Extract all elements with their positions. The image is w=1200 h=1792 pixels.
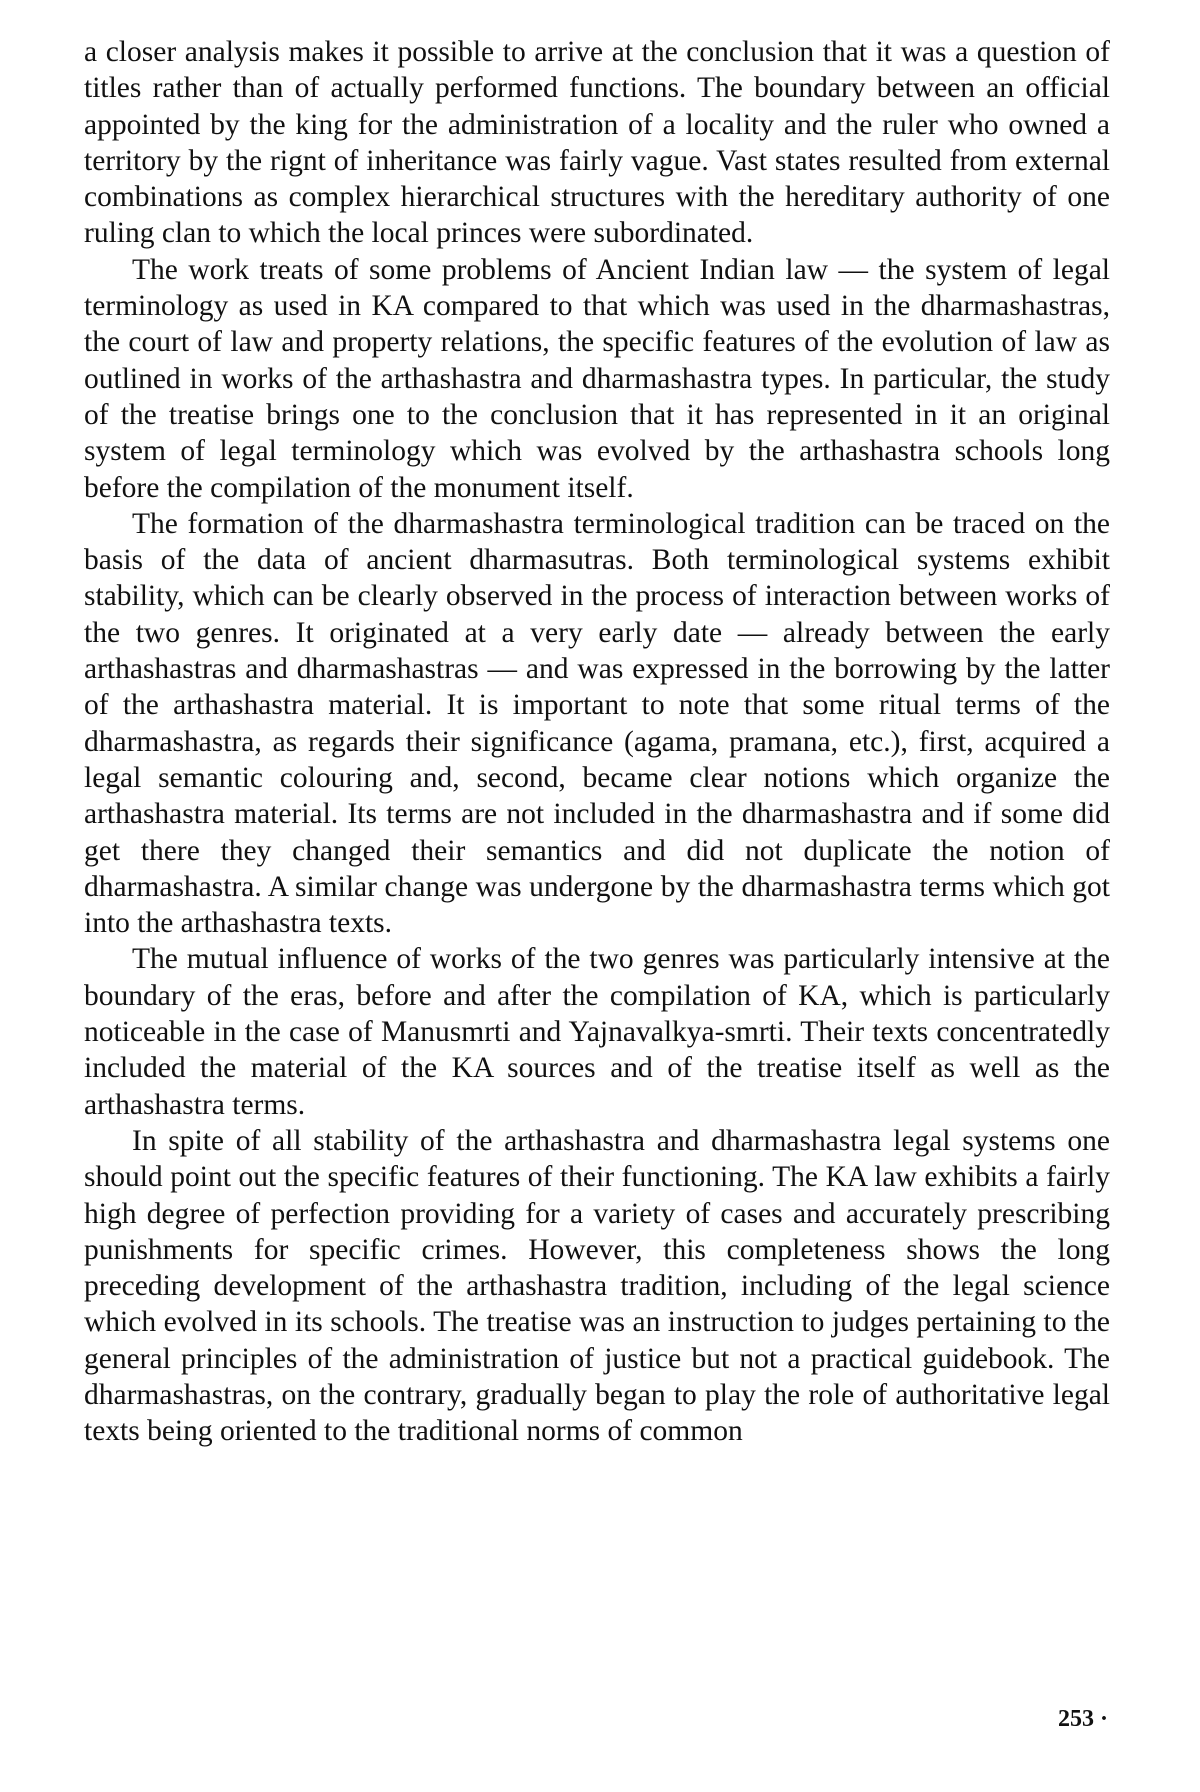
paragraph-3: The formation of the dharmashastra terminological tradition can be traced on the basis of the data of ancient dharmasutras. Both terminological systems exhibit stability, which can be clearly observed in the process of interaction between works of the two genres. It originated at a very early date — already between the early arthashastras and dharmashastras — and was expressed in the borrowing by the latter of the arthashastra material. It is important to note that some ritual terms of the dharmashastra, as regards their significance (agama, pramana, etc.), first, acquired a legal semantic colouring and, second, became clear notions which organize the arthashastra material. Its terms are not included in the dharmashastra and if some did get there they changed their semantics and did not duplicate the notion of dharmashastra. A similar change was undergone by the dharmashastra terms which got into the arthashastra texts. xyxy=(84,507,1110,940)
paragraph-2: The work treats of some problems of Ancient Indian law — the system of legal terminology as used in KA compared to that which was used in the dharmashastras, the court of law and property relations, the specific features of the evolution of law as outlined in works of the arthashastra and dharmashastra types. In particular, the study of the treatise brings one to the conclusion that it has represented in it an original system of legal terminology which was evolved by the arthashastra schools long before the compilation of the monument itself. xyxy=(84,253,1110,504)
page-number: 253 · xyxy=(1057,1706,1108,1732)
page-body xyxy=(84,34,1110,1450)
paragraph-4: The mutual influence of works of the two genres was particularly intensive at the boundary of the eras, before and after the compilation of KA, which is particularly noticeable in the case of Manusmrti and Yajnavalkya-smrti. Their texts concentratedly included the material of the KA sources and of the treatise itself as well as the arthashastra terms. xyxy=(84,943,1110,1121)
paragraph-5: In spite of all stability of the arthashastra and dharmashastra legal systems one should point out the specific features of their functioning. The KA law exhibits a fairly high degree of perfection providing for a variety of cases and accurately prescribing punishments for specific crimes. However, this completeness shows the long preceding development of the arthashastra tradition, including of the legal science which evolved in its schools. The treatise was an instruction to judges pertaining to the general principles of the administration of justice but not a practical guidebook. The dharmashastras, on the contrary, gradually began to play the role of authoritative legal texts being oriented to the traditional norms of common xyxy=(84,1124,1110,1448)
paragraph-1: a closer analysis makes it possible to arrive at the conclusion that it was a question of titles rather than of actually performed functions. The boundary between an official appointed by the king for the administration of a locality and the ruler who owned a territory by the rignt of inheritance was fairly vague. Vast states resulted from external combinations as complex hierarchical structures with the hereditary authority of one ruling clan to which the local princes were subordinated. xyxy=(84,36,1110,250)
